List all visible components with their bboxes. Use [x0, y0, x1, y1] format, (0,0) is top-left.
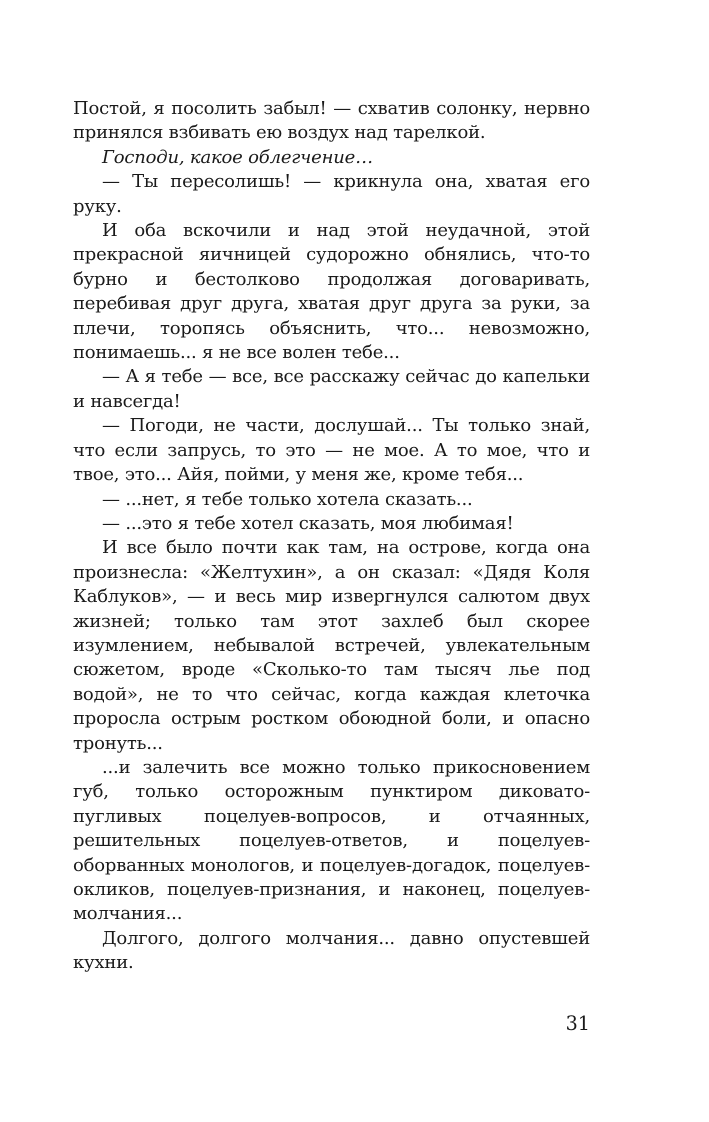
paragraph: Долгого, долгого молчания... давно опустевшей кухни. [73, 927, 590, 974]
paragraph: ...и залечить все можно только прикосновением губ, только осторожным пунктиром диковато-пугливых поцелуев-вопросов, и отчаянных, решительных поцелуев-ответов, и поцелуев-оборванных монологов, и поцелуев-догадок, поцелуев-окликов, поцелуев-признания, и наконец, поцелуев-молчания... [73, 756, 590, 925]
italic-thought: Господи, какое облегчение… [102, 146, 373, 168]
paragraph: — ...это я тебе хотел сказать, моя любимая! [102, 512, 514, 534]
paragraph: И оба вскочили и над этой неудачной, этой прекрасной яичницей судорожно обнялись, что-то бурно и бестолково продолжая договаривать, перебивая друг друга, хватая друг друга за руки, за плечи, торопясь объяснить, что... невозможно, понимаешь... я не все волен тебе... [73, 220, 590, 364]
paragraph: — Погоди, не части, дослушай... Ты только знай, что если запрусь, то это — не мое. А то мое, что и твое, это... Айя, пойми, у меня же, кроме тебя... [73, 415, 590, 486]
page-body [73, 97, 590, 976]
page-number: 31 [565, 1012, 590, 1035]
paragraph: — ...нет, я тебе только хотела сказать... [102, 488, 473, 510]
paragraph: — Ты пересолишь! — крикнула она, хватая его руку. [73, 171, 590, 217]
paragraph: И все было почти как там, на острове, когда она произнесла: «Желтухин», а он сказал: «Дядя Коля Каблуков», — и весь мир извергнулся салютом двух жизней; только там этот захлеб был скорее изумлением, небывалой встречей, увлекательным сюжетом, вроде «Сколько-то там тысяч лье под водой», не то что сейчас, когда каждая клеточка проросла острым ростком обоюдной боли, и опасно тронуть... [73, 537, 590, 754]
paragraph: Постой, я посолить забыл! — схватив солонку, нервно принялся взбивать ею воздух над тарелкой. [73, 98, 590, 144]
paragraph: — А я тебе — все, все расскажу сейчас до капельки и навсегда! [73, 366, 590, 412]
paragraph-italic [73, 146, 590, 170]
